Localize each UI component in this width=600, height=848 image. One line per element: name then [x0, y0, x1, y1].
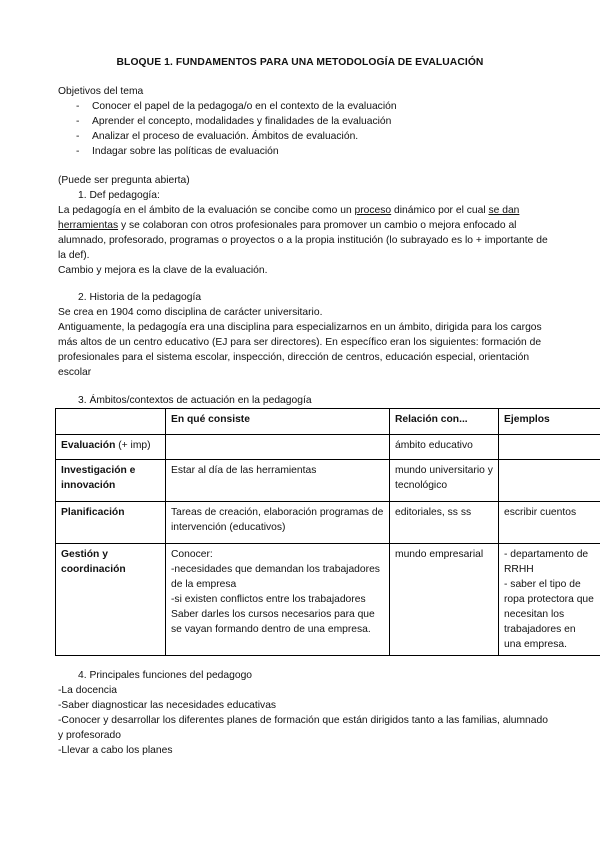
objectives-list [58, 99, 548, 159]
table-cell: mundo universitario y tecnológico [390, 460, 499, 502]
row-label: Investigación e innovación [56, 460, 166, 502]
table-cell [166, 544, 390, 656]
cell-line: -si existen conflictos entre los trabajadores [171, 594, 366, 605]
section-heading: 4. Principales funciones del pedagogo [78, 670, 253, 681]
underlined-text: se dan herramientas [58, 205, 520, 231]
table-cell [166, 435, 390, 460]
cell-line: - saber el tipo de ropa protectora que necesitan los trabajadores en una empresa. [504, 579, 594, 650]
column-header: Ejemplos [499, 409, 600, 435]
table-cell: Tareas de creación, elaboración programas de intervención (educativos) [166, 502, 390, 544]
open-question-note: (Puede ser pregunta abierta) [58, 175, 190, 186]
table-row [56, 460, 600, 502]
cell-line: Conocer: [171, 549, 213, 560]
list-item: -Saber diagnosticar las necesidades educativas [58, 700, 277, 711]
row-label: Gestión y coordinación [56, 544, 166, 656]
paragraph: Cambio y mejora es la clave de la evaluación. [58, 265, 268, 276]
section-heading: 1. Def pedagogía: [78, 190, 160, 201]
table-row [56, 544, 600, 656]
table-header-row [56, 409, 600, 435]
functions-list [58, 683, 548, 758]
row-label-note: (+ imp) [115, 440, 151, 451]
list-item: - Conocer el papel de la pedagoga/o en el contexto de la evaluación [58, 99, 548, 114]
table-row [56, 502, 600, 544]
row-label [56, 435, 166, 460]
paragraph: Antiguamente, la pedagogía era una disciplina para especializarnos en un ámbito, dirigida para los cargos más altos de un centro educativo (EJ para ser directores). En específico eran los siguientes: formación de profesionales para el sistema escolar, inspección, dirección de centros, educación especial, orientación escolar [58, 322, 542, 378]
row-label: Planificación [56, 502, 166, 544]
list-item: -Llevar a cabo los planes [58, 745, 173, 756]
section-heading: 3. Ámbitos/contextos de actuación en la pedagogía [78, 395, 312, 406]
table-cell: Estar al día de las herramientas [166, 460, 390, 502]
contexts-table [55, 408, 600, 656]
list-item: - Analizar el proceso de evaluación. Ámbitos de evaluación. [58, 129, 548, 144]
text-run: y se colaboran con otros profesionales para promover un cambio o mejora enfocado al alumnado, profesorado, programas o proyectos o a la propia institución (lo subrayado es lo + importante de la def). [58, 220, 548, 261]
section-history [58, 290, 548, 380]
cell-line: -necesidades que demandan los trabajadores de la empresa [171, 564, 380, 590]
paragraph [58, 203, 548, 263]
cell-line: Saber darles los cursos necesarios para que se vayan formando dentro de una empresa. [171, 609, 375, 635]
section-functions [58, 668, 548, 758]
objectives-section [58, 84, 548, 159]
column-header [56, 409, 166, 435]
section-definition [58, 173, 548, 278]
table-cell: editoriales, ss ss [390, 502, 499, 544]
text-run: dinámico por el cual [391, 205, 489, 216]
column-header: Relación con... [390, 409, 499, 435]
table-row [56, 435, 600, 460]
table-cell: ámbito educativo [390, 435, 499, 460]
row-label-text: Evaluación [61, 440, 116, 451]
table-cell [499, 460, 600, 502]
list-item: -La docencia [58, 685, 117, 696]
section-contexts-heading [58, 393, 548, 408]
table-cell [499, 544, 600, 656]
list-item: - Aprender el concepto, modalidades y finalidades de la evaluación [58, 114, 548, 129]
paragraph: Se crea en 1904 como disciplina de carácter universitario. [58, 307, 323, 318]
table-cell: mundo empresarial [390, 544, 499, 656]
underlined-text: proceso [354, 205, 392, 216]
section-heading: 2. Historia de la pedagogía [78, 292, 202, 303]
objectives-heading: Objetivos del tema [58, 86, 144, 97]
page-title: BLOQUE 1. FUNDAMENTOS PARA UNA METODOLOGÍA DE EVALUACIÓN [116, 57, 484, 68]
column-header: En qué consiste [166, 409, 390, 435]
list-item: -Conocer y desarrollar los diferentes planes de formación que están dirigidos tanto a las familias, alumnado y profesorado [58, 715, 548, 741]
text-run: La pedagogía en el ámbito de la evaluación se concibe como un [58, 205, 355, 216]
cell-line: - departamento de RRHH [504, 549, 589, 575]
table-cell: escribir cuentos [499, 502, 600, 544]
list-item: - Indagar sobre las políticas de evaluación [58, 144, 548, 159]
table-cell [499, 435, 600, 460]
